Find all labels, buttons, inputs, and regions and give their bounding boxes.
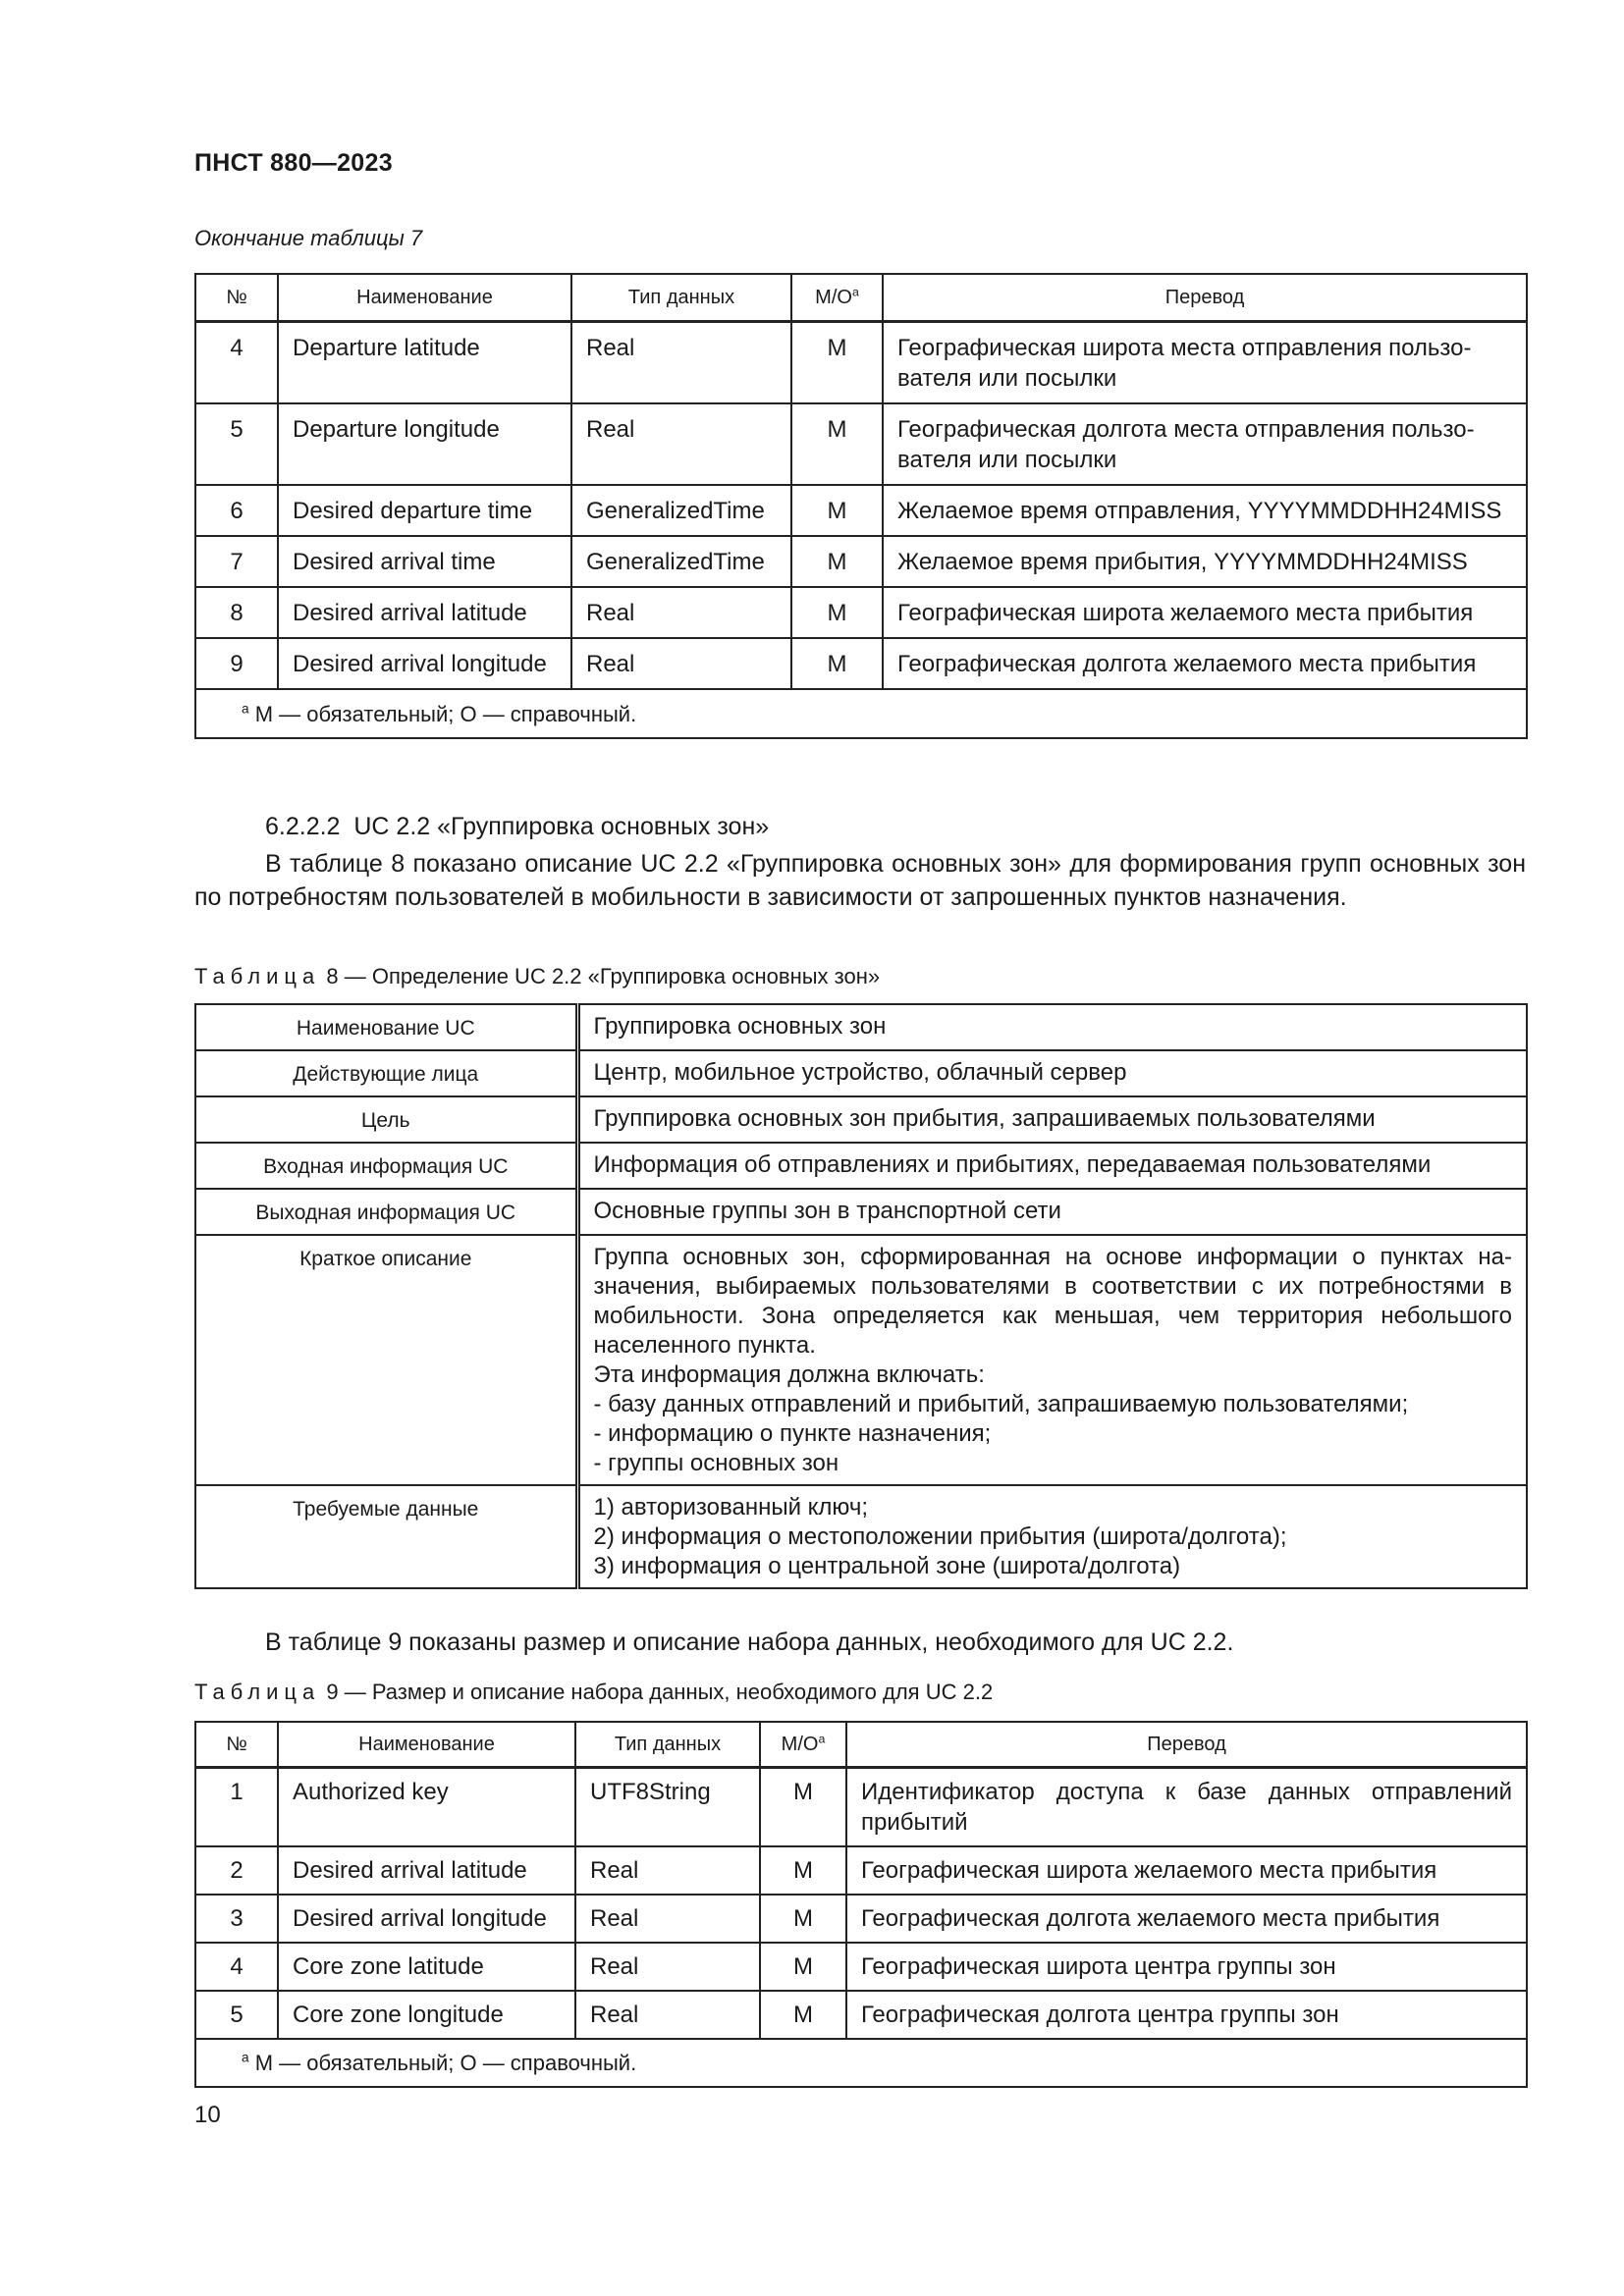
table7-continuation-caption: Окончание таблицы 7 [194, 226, 423, 250]
row-mo: M [760, 1895, 846, 1943]
row-name: Desired arrival latitude [278, 587, 571, 638]
table8-value: Информация об отправлениях и прибытиях, передаваемая пользователями [577, 1143, 1527, 1189]
row-num: 9 [195, 638, 278, 689]
table8-row [195, 1096, 1527, 1143]
table-row [195, 1943, 1527, 1991]
table8-value: Группировка основных зон [577, 1004, 1527, 1050]
list-item: 1) авторизованный ключ; [593, 1494, 869, 1521]
row-num: 1 [195, 1768, 278, 1847]
brief-text: Группа основных зон, сформированная на основе информации о пунктах на-значения, выбираемых пользователями в соответствии с их потребностями в мобильности. Зона определяется как меньшая, чем территория небольшого населенного пункта. [593, 1244, 1512, 1359]
table8-row [195, 1004, 1527, 1050]
header-mo: $M/O^a$ [760, 1722, 846, 1768]
header-mo: $M/O^a$ [791, 274, 883, 322]
row-mo: M [760, 1991, 846, 2039]
brief-intro: Эта информация должна включать: [593, 1362, 985, 1388]
row-name: Desired arrival longitude [278, 1895, 575, 1943]
header-type: Тип данных [575, 1722, 760, 1768]
row-name: Core zone latitude [278, 1943, 575, 1991]
row-translation: Географическая широта желаемого места прибытия [883, 587, 1527, 638]
section-number: 6.2.2.2 [265, 813, 341, 840]
row-type: Real [571, 403, 791, 485]
row-mo: M [791, 403, 883, 485]
row-mo: M [760, 1943, 846, 1991]
row-translation: Географическая широта желаемого места прибытия [846, 1846, 1527, 1895]
row-type: Real [571, 587, 791, 638]
table-row [195, 1895, 1527, 1943]
section-title: UC 2.2 «Группировка основных зон» [353, 813, 770, 840]
row-type: Real [571, 638, 791, 689]
table-row [195, 536, 1527, 587]
section-paragraph: В таблице 8 показано описание UC 2.2 «Группировка основных зон» для формирования групп основных зон по потребностям пользователей в мобильности в зависимости от запрошенных пунктов назначения. [194, 850, 1526, 911]
row-mo: M [791, 536, 883, 587]
row-num: 5 [195, 1991, 278, 2039]
row-mo: M [760, 1768, 846, 1847]
row-type: Real [575, 1846, 760, 1895]
row-num: 5 [195, 403, 278, 485]
row-type: Real [575, 1991, 760, 2039]
table-row [195, 322, 1527, 404]
list-item: - базу данных отправлений и прибытий, запрашиваемую пользователями; [593, 1391, 1409, 1417]
header-name: Наименование [278, 1722, 575, 1768]
row-name: Core zone longitude [278, 1991, 575, 2039]
row-num: 6 [195, 485, 278, 536]
table9-footnote-row [195, 2039, 1527, 2087]
table8-label: Выходная информация UC [195, 1189, 577, 1235]
row-name: Departure latitude [278, 322, 571, 404]
table9-header-row [195, 1722, 1527, 1768]
table8-value: Центр, мобильное устройство, облачный сервер [577, 1050, 1527, 1096]
row-translation: Желаемое время прибытия, YYYYMMDDHH24MISS [883, 536, 1527, 587]
row-type: Real [571, 322, 791, 404]
table-row [195, 1991, 1527, 2039]
table8-row-required [195, 1485, 1527, 1588]
header-name: Наименование [278, 274, 571, 322]
header-num: № [195, 1722, 278, 1768]
table-row [195, 403, 1527, 485]
table7-footnote-row [195, 689, 1527, 738]
row-num: 8 [195, 587, 278, 638]
row-type: GeneralizedTime [571, 485, 791, 536]
list-item: 2) информация о местоположении прибытия (широта/долгота); [593, 1523, 1287, 1550]
table-row [195, 485, 1527, 536]
table8-label: Наименование UC [195, 1004, 577, 1050]
table8-label: Входная информация UC [195, 1143, 577, 1189]
table-row [195, 1768, 1527, 1847]
row-translation: Географическая широта центра группы зон [846, 1943, 1527, 1991]
row-type: Real [575, 1943, 760, 1991]
row-translation: Желаемое время отправления, YYYYMMDDHH24MISS [883, 485, 1527, 536]
table8-value: Группировка основных зон прибытия, запрашиваемых пользователями [577, 1096, 1527, 1143]
table-row [195, 1846, 1527, 1895]
brief-description [577, 1235, 1527, 1485]
row-num: 4 [195, 1943, 278, 1991]
row-translation: Идентификатор доступа к базе данных отправлений прибытий [846, 1768, 1527, 1847]
list-item: - группы основных зон [593, 1450, 839, 1476]
row-num: 4 [195, 322, 278, 404]
row-translation: Географическая широта места отправления пользо-вателя или посылки [883, 322, 1527, 404]
table8 [194, 1003, 1528, 1589]
row-name: Desired arrival time [278, 536, 571, 587]
table-row [195, 638, 1527, 689]
row-translation: Географическая долгота места отправления пользо-вателя или посылки [883, 403, 1527, 485]
table8-label: Краткое описание [195, 1235, 577, 1485]
table8-caption: Таблица 8 — Определение UC 2.2 «Группировка основных зон» [194, 964, 881, 988]
table9-footnote: $^a$ М — обязательный; О — справочный. [195, 2039, 1527, 2087]
list-item: 3) информация о центральной зоне (широта/долгота) [593, 1553, 1181, 1579]
row-mo: M [791, 587, 883, 638]
row-num: 2 [195, 1846, 278, 1895]
table8-row-brief [195, 1235, 1527, 1485]
paragraph-table9-intro: В таблице 9 показаны размер и описание набора данных, необходимого для UC 2.2. [265, 1629, 1234, 1656]
row-type: UTF8String [575, 1768, 760, 1847]
header-translation: Перевод [883, 274, 1527, 322]
row-name: Departure longitude [278, 403, 571, 485]
document-code: ПНСТ 880—2023 [194, 149, 393, 177]
table7-header-row [195, 274, 1527, 322]
row-num: 3 [195, 1895, 278, 1943]
row-num: 7 [195, 536, 278, 587]
page-number: 10 [194, 2102, 221, 2128]
row-type: GeneralizedTime [571, 536, 791, 587]
row-name: Desired arrival latitude [278, 1846, 575, 1895]
table7-footnote: $^a$ М — обязательный; О — справочный. [195, 689, 1527, 738]
table8-label: Цель [195, 1096, 577, 1143]
table9 [194, 1721, 1528, 2088]
table8-label: Действующие лица [195, 1050, 577, 1096]
header-translation: Перевод [846, 1722, 1527, 1768]
row-mo: M [760, 1846, 846, 1895]
row-mo: M [791, 485, 883, 536]
table8-value: Основные группы зон в транспортной сети [577, 1189, 1527, 1235]
row-type: Real [575, 1895, 760, 1943]
required-data [577, 1485, 1527, 1588]
header-num: № [195, 274, 278, 322]
row-name: Desired departure time [278, 485, 571, 536]
row-name: Desired arrival longitude [278, 638, 571, 689]
section-heading [265, 813, 769, 841]
row-translation: Географическая долгота центра группы зон [846, 1991, 1527, 2039]
table8-row [195, 1143, 1527, 1189]
header-type: Тип данных [571, 274, 791, 322]
row-mo: M [791, 322, 883, 404]
table9-caption: Таблица 9 — Размер и описание набора данных, необходимого для UC 2.2 [194, 1680, 994, 1704]
row-translation: Географическая долгота желаемого места прибытия [883, 638, 1527, 689]
row-translation: Географическая долгота желаемого места прибытия [846, 1895, 1527, 1943]
table7 [194, 273, 1528, 739]
table8-row [195, 1189, 1527, 1235]
table8-label: Требуемые данные [195, 1485, 577, 1588]
row-name: Authorized key [278, 1768, 575, 1847]
table-row [195, 587, 1527, 638]
row-mo: M [791, 638, 883, 689]
list-item: - информацию о пункте назначения; [593, 1420, 992, 1447]
table8-row [195, 1050, 1527, 1096]
